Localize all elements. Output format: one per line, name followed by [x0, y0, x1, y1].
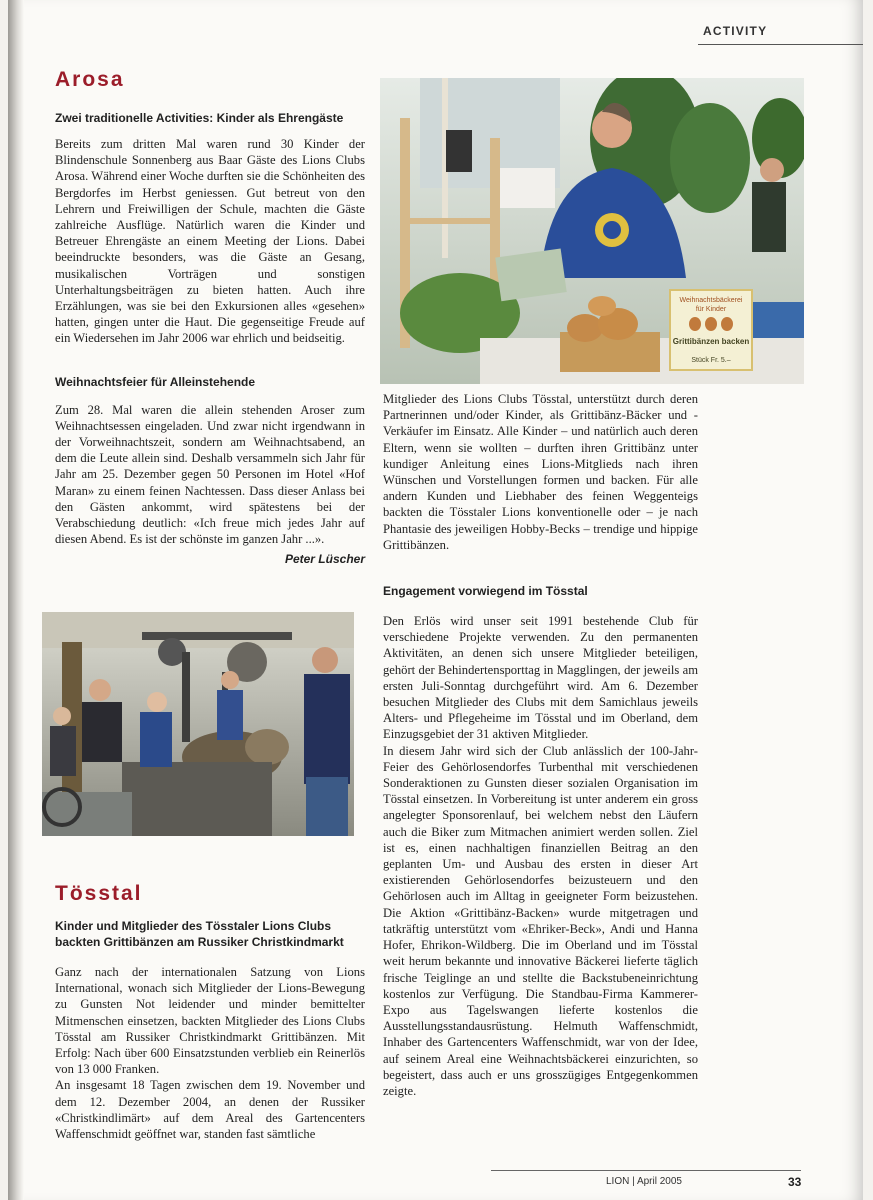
arosa-section	[55, 68, 365, 566]
toesstal-paragraph-4: Den Erlös wird unser seit 1991 bestehende Club für verschiedene Projekte verwenden. Zu den permanenten Aktivitäten, an denen sich unsere Mitglieder beteiligen, gehört der Behindertensporttag in Magglingen, der jeweils am ersten Juli-Sonntag durchgeführt wird. Am 6. Dezember besuchen Mitglieder des Clubs mit dem Samichlaus jeweils Alters- und Pflegeheime im Tösstal und im Oberland, dem Einzugsgebiet der 31 aktiven Mitglieder.	[383, 614, 698, 742]
bakery-price-sign	[670, 290, 752, 370]
toesstal-paragraph-2: An insgesamt 18 Tagen zwischen dem 19. November und dem 12. Dezember 2004, an denen der Russiker «Christkindlimärt» auf dem Areal des Gartencenters Waffenschmidt geöffnet war, standen fast sämtliche	[55, 1078, 365, 1142]
toesstal-region-title: Tösstal	[55, 882, 143, 905]
sign-line-2: für Kinder	[695, 306, 727, 313]
arosa-paragraph-2: Zum 28. Mal waren die allein stehenden Aroser zum Weihnachtsessen eingeladen. Und zwar nicht irgendwann in der Vorweihnachtszeit, sondern am Weihnachtsabend, an dem die Leute allein sind. Deshalb versammeln sich Jahr für Jahr am 25. Dezember gegen 50 Personen im Hotel «Hof Maran» zu einem feinen Nachtessen. Dass dieser Anlass bei den Gästen ankommt, wird spätestens bei der Verabschiedung deutlich: «Ich freue mich jedes Jahr auf diesen Abend. Es ist der schönste im ganzen Jahr ...».	[55, 402, 365, 547]
toesstal-paragraph-3: Mitglieder des Lions Clubs Tösstal, unterstützt durch deren Partnerinnen und/oder Kinder, als Grittibänz-Bäcker und -Verkäufer im Einsatz. Alle Kinder – und natürlich auch deren Eltern, wenn sie wollten – durften ihren Grittibänz unter kundiger Anleitung eines Lions-Mitglieds nach ihren Wünschen und Vorstellungen formen und backen. Für alle andern Kunden und Liebhaber des feinen Weggenteigs backten die Tösstaler Lions konventionelle oder – je nach Phantasie des jeweiligen Hobby-Becks – trendige und hippige Grittibänzen.	[383, 392, 698, 552]
footer-rule	[491, 1170, 801, 1171]
header-rule	[698, 44, 863, 45]
toesstal-paragraph-1: Ganz nach der internationalen Satzung von Lions International, wonach sich Mitglieder der Lions-Bewegung zu Gunsten Not leidender und minder bemittelter Mitmenschen einsetzen, backten Mitglieder des Lions Clubs Tösstal am Russiker Christkindmarkt Grittibänzen. Mit Erfolg: Nach über 600 Einsatzstunden verblieb ein Reinerlös von 13 000 Franken.	[55, 965, 365, 1077]
toesstal-paragraph-5: In diesem Jahr wird sich der Club anlässlich der 100-Jahr-Feier des Gehörlosendorfes Turbenthal mit verschiedenen Sonderaktionen zu Gunsten dieser sozialen Organisation im Tösstal einsetzen. In Vorbereitung ist unter anderem ein gross angelegter Sponsorenlauf, bei welchem nebst den Läufern auch die Biker zum Mitmachen animiert werden sollen. Ziel ist es, einen nachhaltigen finanziellen Beitrag an den geplanten Um- und Ausbau des ersten in dieser Art existierenden Gehörlosendorfes beizusteuern und den Gehörlosen auch im Alltag in geeigneter Form beizustehen. Die Aktion «Grittibänz-Backen» wurde mitgetragen und tatkräftig unterstützt vom «Ehriker-Beck», Andi und Hanna Hofer, Ehrikon-Wildberg. Die im Oberland und im Tösstal weit herum bekannte und innovative Bäckerei lieferte täglich frische Teiglinge an und stellte die Backstubeneinrichtung kostenlos zur Verfügung. Die Standbau-Firma Kammerer-Expo aus Tagelswangen lieferte kostenlos die Ausstellungsstandausrüstung. Helmuth Waffenschmidt, Inhaber des Gartencenters Waffenschmidt, war von der Idee, auf seinem Areal eine Weihnachtsbäckerei einzurichten, so begeistert, dass auch er uns grosszügiges Entgegenkommen zeigte.	[383, 743, 698, 1098]
toesstal-section	[55, 882, 365, 1142]
magazine-page	[8, 0, 863, 1200]
sign-title: Grittibänzen backen	[672, 337, 750, 346]
arosa-paragraph-1: Bereits zum dritten Mal waren rund 30 Kinder der Blindenschule Sonnenberg aus Baar Gäste des Lions Clubs Arosa. Während einer Woche durften sie die Schönheiten des Bergdorfes im Herbst geniessen. Gut betreut von den Lehrern und Freiwilligen der Schule, machten die Gäste zahlreiche Ausflüge. Natürlich waren die Kinder und Betreuer Ehrengäste an einem Meeting der Lions. Dabei beeindruckte besonders, was die Gäste an Gesang, musikalischen Vorträgen und sonstigen Unterhaltungsbeiträgen zu bieten hatten. Auch ihre Erzählungen, was sie bei den Exkursionen alles «gesehen» hatten, gingen unter die Haut. Die gegenseitige Freude auf ein Wiedersehen im Jahr 2006 war ehrlich und beidseitig.	[55, 137, 365, 346]
arosa-region-title: Arosa	[55, 68, 125, 91]
sign-price: Stück Fr. 5.–	[691, 357, 731, 364]
section-label: ACTIVITY	[703, 24, 768, 38]
sign-line-1: Weihnachtsbäckerei	[679, 297, 743, 304]
footer-magazine: LION | April 2005	[606, 1176, 682, 1187]
arosa-heading-christmas: Weihnachtsfeier für Alleinstehende	[55, 374, 256, 389]
toesstal-continued	[383, 391, 698, 1099]
page-spine-shadow	[8, 0, 24, 1200]
workshop-photo	[42, 612, 354, 836]
bakery-stand-photo	[380, 78, 804, 384]
arosa-heading-activities: Zwei traditionelle Activities: Kinder als Ehrengäste	[55, 111, 344, 125]
toesstal-heading-grittibaenzen: Kinder und Mitglieder des Tösstaler Lions Clubs backten Grittibänzen am Russiker Christkindmarkt	[55, 919, 344, 949]
page-number: 33	[788, 1175, 802, 1189]
toesstal-heading-engagement: Engagement vorwiegend im Tösstal	[383, 584, 588, 599]
author-signature: Peter Lüscher	[284, 552, 365, 567]
